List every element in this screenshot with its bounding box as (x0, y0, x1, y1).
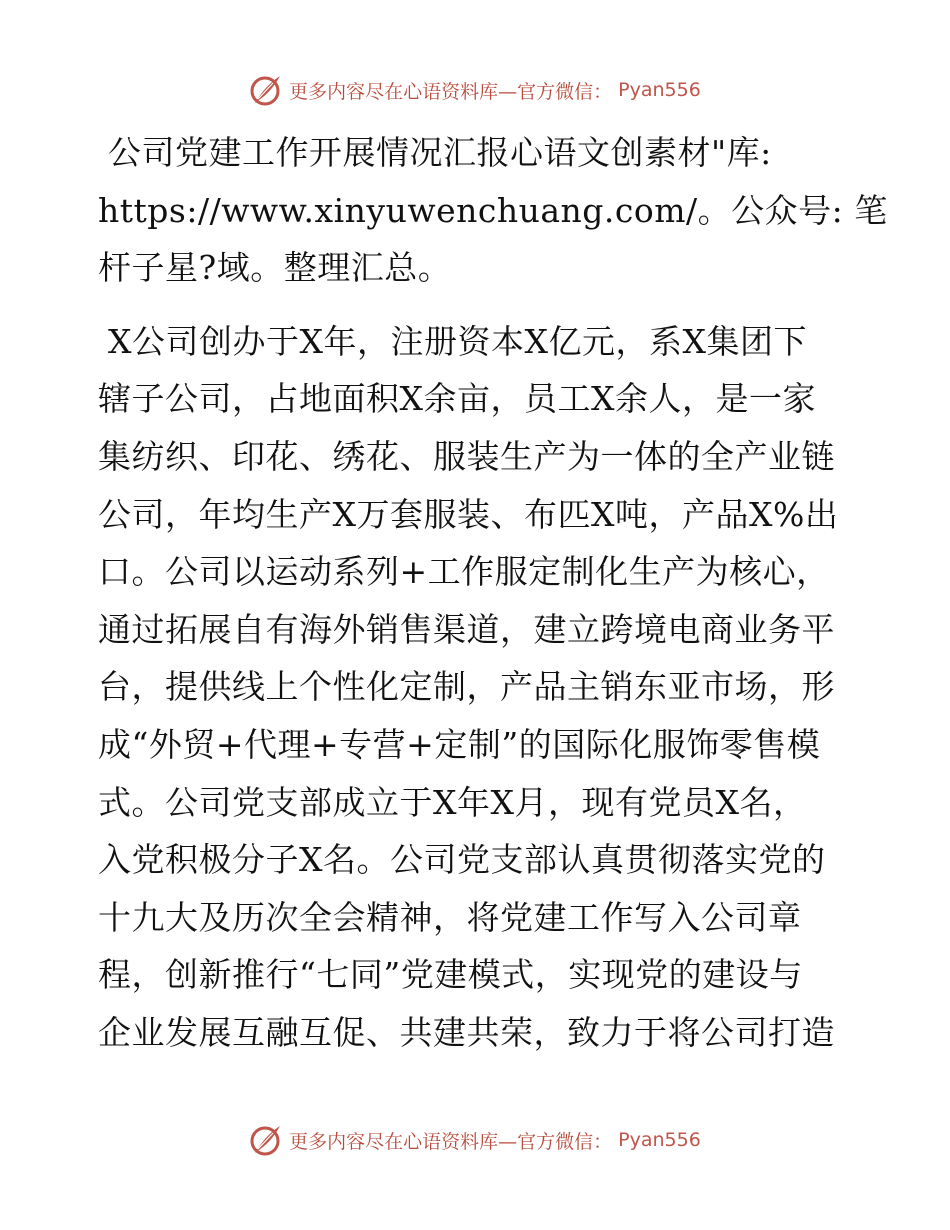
paragraph-line: 通过拓展自有海外销售渠道，建立跨境电商业务平 (98, 609, 835, 649)
company-overview-paragraph (98, 313, 858, 1062)
paragraph-line: 成“外贸+代理+专营+定制”的国际化服饰零售模 (98, 724, 821, 764)
paragraph-line: 程，创新推行“七同”党建模式，实现党的建设与 (98, 955, 803, 995)
feather-pen-logo-icon (249, 1123, 283, 1157)
paragraph-line: 台，提供线上个性化定制，产品主销东亚市场，形 (98, 667, 835, 707)
footer-watermark (0, 1120, 950, 1160)
paragraph-line: 式。公司党支部成立于X年X月，现有党员X名， (98, 782, 807, 822)
header-watermark (0, 70, 950, 110)
feather-pen-logo-icon (249, 73, 283, 107)
watermark-text: 更多内容尽在心语资料库—官方微信： (289, 80, 613, 103)
document-body (98, 124, 888, 1062)
watermark-wechat-id: Pyan556 (618, 79, 701, 101)
paragraph-line: 公司，年均生产X万套服装、布匹X吨，产品X%出 (98, 494, 839, 534)
intro-paragraph (98, 124, 888, 297)
watermark-wechat-id: Pyan556 (618, 1129, 701, 1151)
paragraph-line: 集纺织、印花、绣花、服装生产为一体的全产业链 (98, 436, 835, 476)
paragraph-line: 企业发展互融互促、共建共荣，致力于将公司打造 (98, 1012, 835, 1052)
paragraph-line: 杆子星?域。整理汇总。 (98, 248, 452, 288)
paragraph-line: X公司创办于X年，注册资本X亿元，系X集团下 (108, 321, 807, 361)
paragraph-line: 辖子公司，占地面积X余亩，员工X余人，是一家 (98, 379, 816, 419)
paragraph-line: 入党积极分子X名。公司党支部认真贯彻落实党的 (98, 840, 826, 880)
paragraph-line: https://www.xinyuwenchuang.com/。公众号: 笔 (98, 190, 888, 230)
paragraph-line: 口。公司以运动系列+工作服定制化生产为核心， (98, 552, 830, 592)
watermark-text: 更多内容尽在心语资料库—官方微信： (289, 1130, 613, 1153)
paragraph-line: 十九大及历次全会精神，将党建工作写入公司章 (98, 897, 802, 937)
paragraph-line: 公司党建工作开展情况汇报心语文创素材"库: (108, 133, 772, 172)
